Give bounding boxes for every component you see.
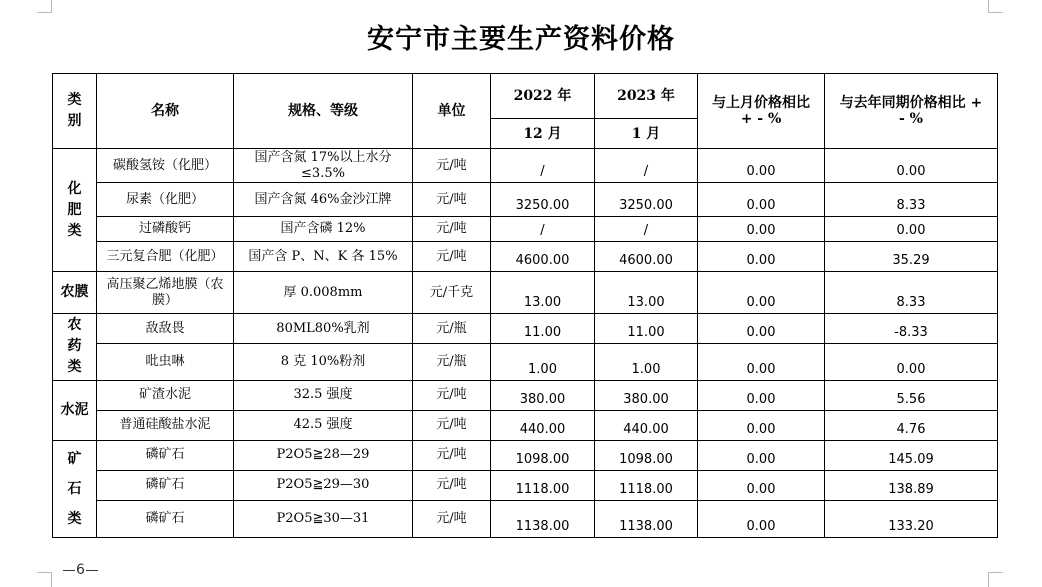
mom-change: 0.00 bbox=[698, 217, 825, 242]
yoy-change: 133.20 bbox=[825, 500, 998, 537]
price-2023-01: 1098.00 bbox=[595, 440, 698, 470]
mom-change: 0.00 bbox=[698, 149, 825, 183]
item-spec: 32.5 强度 bbox=[234, 380, 413, 410]
price-2022-12: / bbox=[491, 217, 595, 242]
item-name: 尿素（化肥） bbox=[97, 183, 234, 217]
item-name: 高压聚乙烯地膜（农膜） bbox=[97, 272, 234, 314]
price-2022-12: 440.00 bbox=[491, 410, 595, 440]
item-spec: P2O5≧30—31 bbox=[234, 500, 413, 537]
item-spec: 国产含氮 17%以上水分≤3.5% bbox=[234, 149, 413, 183]
item-spec: P2O5≧29—30 bbox=[234, 470, 413, 500]
table-row bbox=[53, 217, 998, 242]
item-spec: 国产含 P、N、K 各 15% bbox=[234, 242, 413, 272]
header-spec: 规格、等级 bbox=[234, 74, 413, 149]
price-2022-12: 13.00 bbox=[491, 272, 595, 314]
header-yoy: 与去年同期价格相比 + - % bbox=[825, 74, 998, 149]
item-spec: 厚 0.008mm bbox=[234, 272, 413, 314]
price-2022-12: 1138.00 bbox=[491, 500, 595, 537]
category-cell: 水泥 bbox=[53, 380, 97, 440]
item-name: 过磷酸钙 bbox=[97, 217, 234, 242]
header-mom: 与上月价格相比 + - % bbox=[698, 74, 825, 149]
header-month-jan: 1 月 bbox=[595, 119, 698, 149]
price-2022-12: 11.00 bbox=[491, 314, 595, 344]
price-2022-12: 4600.00 bbox=[491, 242, 595, 272]
item-name: 敌敌畏 bbox=[97, 314, 234, 344]
item-spec: 国产含磷 12% bbox=[234, 217, 413, 242]
yoy-change: 4.76 bbox=[825, 410, 998, 440]
item-unit: 元/吨 bbox=[413, 380, 491, 410]
table-row bbox=[53, 272, 998, 314]
crop-mark-bottom-left bbox=[37, 572, 52, 587]
header-year-2022: 2022 年 bbox=[491, 74, 595, 119]
item-spec: 国产含氮 46%金沙江牌 bbox=[234, 183, 413, 217]
item-spec: 80ML80%乳剂 bbox=[234, 314, 413, 344]
item-unit: 元/瓶 bbox=[413, 344, 491, 380]
header-unit: 单位 bbox=[413, 74, 491, 149]
price-2022-12: 1.00 bbox=[491, 344, 595, 380]
price-2023-01: 380.00 bbox=[595, 380, 698, 410]
yoy-change: 8.33 bbox=[825, 183, 998, 217]
price-2023-01: 3250.00 bbox=[595, 183, 698, 217]
yoy-change: 5.56 bbox=[825, 380, 998, 410]
yoy-change: 8.33 bbox=[825, 272, 998, 314]
item-unit: 元/吨 bbox=[413, 410, 491, 440]
category-cell: 矿石类 bbox=[53, 440, 97, 537]
price-2023-01: 4600.00 bbox=[595, 242, 698, 272]
yoy-change: 145.09 bbox=[825, 440, 998, 470]
mom-change: 0.00 bbox=[698, 500, 825, 537]
item-unit: 元/吨 bbox=[413, 217, 491, 242]
item-name: 磷矿石 bbox=[97, 470, 234, 500]
price-2023-01: / bbox=[595, 149, 698, 183]
item-unit: 元/吨 bbox=[413, 470, 491, 500]
page-number: 6 bbox=[62, 562, 99, 578]
item-unit: 元/吨 bbox=[413, 242, 491, 272]
table-row bbox=[53, 410, 998, 440]
item-spec: P2O5≧28—29 bbox=[234, 440, 413, 470]
mom-change: 0.00 bbox=[698, 272, 825, 314]
yoy-change: 138.89 bbox=[825, 470, 998, 500]
price-2022-12: 1098.00 bbox=[491, 440, 595, 470]
item-name: 三元复合肥（化肥） bbox=[97, 242, 234, 272]
mom-change: 0.00 bbox=[698, 440, 825, 470]
yoy-change: 0.00 bbox=[825, 149, 998, 183]
mom-change: 0.00 bbox=[698, 183, 825, 217]
price-2022-12: 1118.00 bbox=[491, 470, 595, 500]
price-2023-01: 1.00 bbox=[595, 344, 698, 380]
category-cell: 化肥类 bbox=[53, 149, 97, 272]
item-unit: 元/瓶 bbox=[413, 314, 491, 344]
mom-change: 0.00 bbox=[698, 380, 825, 410]
crop-mark-top-left bbox=[37, 0, 52, 13]
category-cell: 农药类 bbox=[53, 314, 97, 380]
item-unit: 元/吨 bbox=[413, 149, 491, 183]
item-name: 碳酸氢铵（化肥） bbox=[97, 149, 234, 183]
price-table bbox=[52, 73, 998, 538]
yoy-change: 0.00 bbox=[825, 344, 998, 380]
header-name: 名称 bbox=[97, 74, 234, 149]
mom-change: 0.00 bbox=[698, 470, 825, 500]
price-2022-12: / bbox=[491, 149, 595, 183]
header-category: 类别 bbox=[53, 74, 97, 149]
price-2023-01: 11.00 bbox=[595, 314, 698, 344]
mom-change: 0.00 bbox=[698, 344, 825, 380]
yoy-change: 0.00 bbox=[825, 217, 998, 242]
price-2023-01: 440.00 bbox=[595, 410, 698, 440]
page-title: 安宁市主要生产资料价格 bbox=[367, 24, 675, 55]
item-name: 磷矿石 bbox=[97, 440, 234, 470]
header-year-2023: 2023 年 bbox=[595, 74, 698, 119]
item-name: 普通硅酸盐水泥 bbox=[97, 410, 234, 440]
item-unit: 元/千克 bbox=[413, 272, 491, 314]
table-row bbox=[53, 380, 998, 410]
yoy-change: 35.29 bbox=[825, 242, 998, 272]
price-table-body bbox=[53, 149, 998, 538]
item-name: 吡虫啉 bbox=[97, 344, 234, 380]
table-row bbox=[53, 440, 998, 470]
yoy-change: -8.33 bbox=[825, 314, 998, 344]
category-cell: 农膜 bbox=[53, 272, 97, 314]
item-spec: 42.5 强度 bbox=[234, 410, 413, 440]
item-unit: 元/吨 bbox=[413, 183, 491, 217]
price-2022-12: 380.00 bbox=[491, 380, 595, 410]
item-spec: 8 克 10%粉剂 bbox=[234, 344, 413, 380]
table-row bbox=[53, 149, 998, 183]
crop-mark-top-right bbox=[988, 0, 1003, 13]
item-name: 矿渣水泥 bbox=[97, 380, 234, 410]
mom-change: 0.00 bbox=[698, 314, 825, 344]
table-row bbox=[53, 242, 998, 272]
item-name: 磷矿石 bbox=[97, 500, 234, 537]
price-2023-01: / bbox=[595, 217, 698, 242]
price-2022-12: 3250.00 bbox=[491, 183, 595, 217]
item-unit: 元/吨 bbox=[413, 500, 491, 537]
table-row bbox=[53, 183, 998, 217]
mom-change: 0.00 bbox=[698, 410, 825, 440]
mom-change: 0.00 bbox=[698, 242, 825, 272]
header-month-dec: 12 月 bbox=[491, 119, 595, 149]
table-row bbox=[53, 470, 998, 500]
table-row bbox=[53, 500, 998, 537]
price-2023-01: 1138.00 bbox=[595, 500, 698, 537]
crop-mark-bottom-right bbox=[988, 572, 1003, 587]
table-row bbox=[53, 344, 998, 380]
item-unit: 元/吨 bbox=[413, 440, 491, 470]
price-2023-01: 1118.00 bbox=[595, 470, 698, 500]
price-2023-01: 13.00 bbox=[595, 272, 698, 314]
table-row bbox=[53, 314, 998, 344]
